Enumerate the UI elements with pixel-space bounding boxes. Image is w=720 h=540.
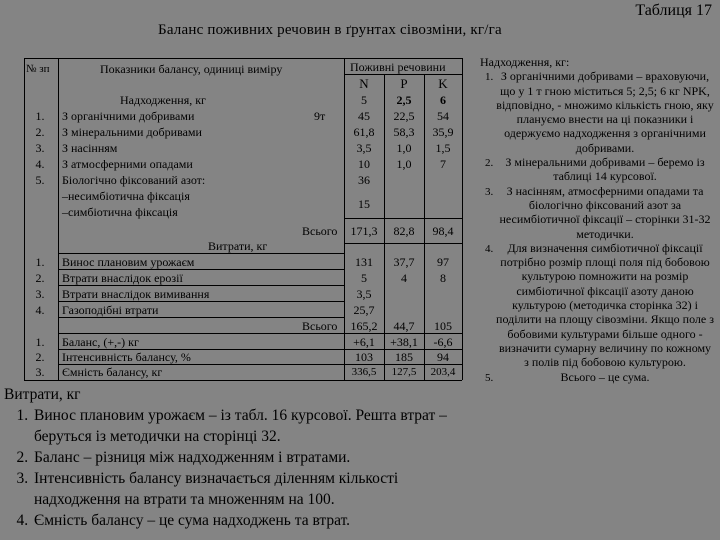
bio-sym-n: 15 xyxy=(358,197,370,211)
balance-row-2-label: Інтенсивність балансу, % xyxy=(62,350,191,364)
income-row-3-k: 35,9 xyxy=(432,125,454,139)
balance-row-1-n: +6,1 xyxy=(353,335,375,349)
losses-row-1-k: 97 xyxy=(437,255,449,269)
header-indicators: Показники балансу, одиниці виміру xyxy=(100,62,283,76)
income-total-label: Всього xyxy=(302,224,338,238)
header-p: P xyxy=(400,76,408,91)
losses-row-1-label: Винос плановим урожаєм xyxy=(62,255,195,269)
income-heading: Надходження, кг xyxy=(120,93,206,107)
income-total-p: 82,8 xyxy=(393,224,415,238)
income-total-k: 98,4 xyxy=(432,224,454,238)
notes-income-item: 5. Всього – це сума. xyxy=(496,370,714,384)
income-row-4-no: 4. xyxy=(35,157,45,171)
table-number: Таблиця 17 xyxy=(635,2,712,19)
header-k: K xyxy=(438,76,448,91)
notes-income xyxy=(474,55,714,384)
losses-row-4-n: 25,7 xyxy=(353,303,375,317)
income-row-4-k: 1,5 xyxy=(435,141,451,155)
balance-row-1-label: Баланс, (+,-) кг xyxy=(62,335,139,349)
income-row-3-n: 61,8 xyxy=(353,125,375,139)
bio-sym-label: –симбіотична фіксація xyxy=(62,205,178,219)
losses-row-3-n: 3,5 xyxy=(356,287,372,301)
income-row-4-p: 1,0 xyxy=(396,141,412,155)
income-row-1-n: 5 xyxy=(361,93,367,107)
balance-row-3-label: Ємність балансу, кг xyxy=(62,365,163,379)
income-row-1-no: 1. xyxy=(35,109,45,123)
income-row-2-no: 2. xyxy=(35,125,45,139)
balance-row-3-no: 3. xyxy=(35,365,45,379)
losses-total-n: 165,2 xyxy=(350,319,378,333)
income-row-2-label: З мінеральними добривами xyxy=(62,125,202,139)
notes-losses-item: 4. Ємність балансу – це сума надходжень та втрат. xyxy=(32,510,464,531)
balance-row-2-n: 103 xyxy=(355,350,373,364)
income-row-1-p: 2,5 xyxy=(396,93,412,107)
losses-row-1-n: 131 xyxy=(355,255,373,269)
bio-nonsym-n: 36 xyxy=(358,173,370,187)
income-row-3-no: 3. xyxy=(35,141,45,155)
losses-row-2-p: 4 xyxy=(401,271,407,285)
income-row-4-n: 3,5 xyxy=(356,141,372,155)
notes-losses-item: 3. Інтенсивність балансу визначається діленням кількості надходження на втрати та множенням на 100. xyxy=(32,468,464,510)
bio-nonsym-label: –несимбіотична фіксація xyxy=(62,189,190,203)
income-row-3-p: 58,3 xyxy=(393,125,415,139)
notes-income-item: 4. Для визначення симбіотичної фіксації потрібно розмір площі поля під бобовою культурою помножити на розмір симбіотичної фіксації азоту даною культурою (методичка сторінка 32) і поділити на площу сівозміни. Якщо поле з бобовими культурами більше одного - визначити сумарну величину по кожному з полів під бобовою культурою. xyxy=(496,241,714,370)
income-row-5-k: 7 xyxy=(440,157,446,171)
balance-row-2-no: 2. xyxy=(35,350,45,364)
income-row-5-p: 1,0 xyxy=(396,157,412,171)
income-row-2-p: 22,5 xyxy=(393,109,415,123)
income-row-3-label: З насінням xyxy=(62,141,118,155)
balance-row-2-p: 185 xyxy=(395,350,413,364)
notes-income-item: 1. З органічними добривами – враховуючи, що у 1 т гною міститься 5; 2,5; 6 кг NPK, відповідно, - множимо кількість гною, яку плануємо внести на ці показники і одержуємо надходження з органічними добривами. xyxy=(496,69,714,155)
notes-losses xyxy=(4,384,464,531)
notes-losses-item: 2. Баланс – різниця між надходженням і втратами. xyxy=(32,447,464,468)
losses-row-3-no: 3. xyxy=(35,287,45,301)
balance-row-3-k: 203,4 xyxy=(430,366,456,378)
notes-income-heading: Надходження, кг: xyxy=(480,55,570,69)
losses-row-1-no: 1. xyxy=(35,255,45,269)
balance-row-1-no: 1. xyxy=(35,335,45,349)
header-n: N xyxy=(359,76,369,91)
balance-row-2-k: 94 xyxy=(437,350,449,364)
income-row-5-label: Біологічно фіксований азот: xyxy=(62,173,206,187)
losses-row-3-label: Втрати внаслідок вимивання xyxy=(62,287,210,301)
losses-heading: Витрати, кг xyxy=(208,239,268,253)
notes-losses-heading: Витрати, кг xyxy=(4,386,81,403)
notes-income-item: 2. З мінеральними добривами – беремо із таблиці 14 курсової. xyxy=(496,155,714,184)
income-row-2-k: 54 xyxy=(437,109,449,123)
losses-row-4-label: Газоподібні втрати xyxy=(62,303,159,317)
header-no: № зп xyxy=(26,63,50,75)
losses-row-2-k: 8 xyxy=(440,271,446,285)
losses-total-label: Всього xyxy=(302,319,338,333)
balance-row-3-p: 127,5 xyxy=(391,366,417,378)
income-row-4-label: З атмосферними опадами xyxy=(62,157,193,171)
income-row-5-n: 10 xyxy=(358,157,370,171)
notes-losses-item: 1. Винос плановим урожаєм – із табл. 16 курсової. Решта втрат – беруться із методички на сторінці 32. xyxy=(32,405,464,447)
income-total-n: 171,3 xyxy=(350,224,378,238)
income-row-1-extra: 9т xyxy=(314,109,326,123)
losses-row-2-n: 5 xyxy=(361,271,367,285)
losses-row-2-no: 2. xyxy=(35,271,45,285)
losses-total-k: 105 xyxy=(434,319,452,333)
losses-row-1-p: 37,7 xyxy=(393,255,415,269)
page-title: Баланс поживних речовин в ґрунтах сівозміни, кг/га xyxy=(158,22,502,38)
income-row-1-label: З органічними добривами xyxy=(62,109,195,123)
balance-row-3-n: 336,5 xyxy=(351,366,377,378)
losses-row-2-label: Втрати внаслідок ерозії xyxy=(62,271,183,285)
losses-total-p: 44,7 xyxy=(393,319,415,333)
income-row-5-no: 5. xyxy=(35,173,45,187)
losses-row-4-no: 4. xyxy=(35,303,45,317)
income-row-2-n: 45 xyxy=(358,109,370,123)
income-row-1-k: 6 xyxy=(440,93,446,107)
balance-row-1-p: +38,1 xyxy=(390,335,418,349)
notes-income-item: 3. З насінням, атмосферними опадами та біологічно фіксований азот за несимбіотичної фіксації – сторінки 31-32 методички. xyxy=(496,184,714,241)
header-nutrients: Поживні речовини xyxy=(350,60,446,74)
balance-row-1-k: -6,6 xyxy=(433,335,453,349)
